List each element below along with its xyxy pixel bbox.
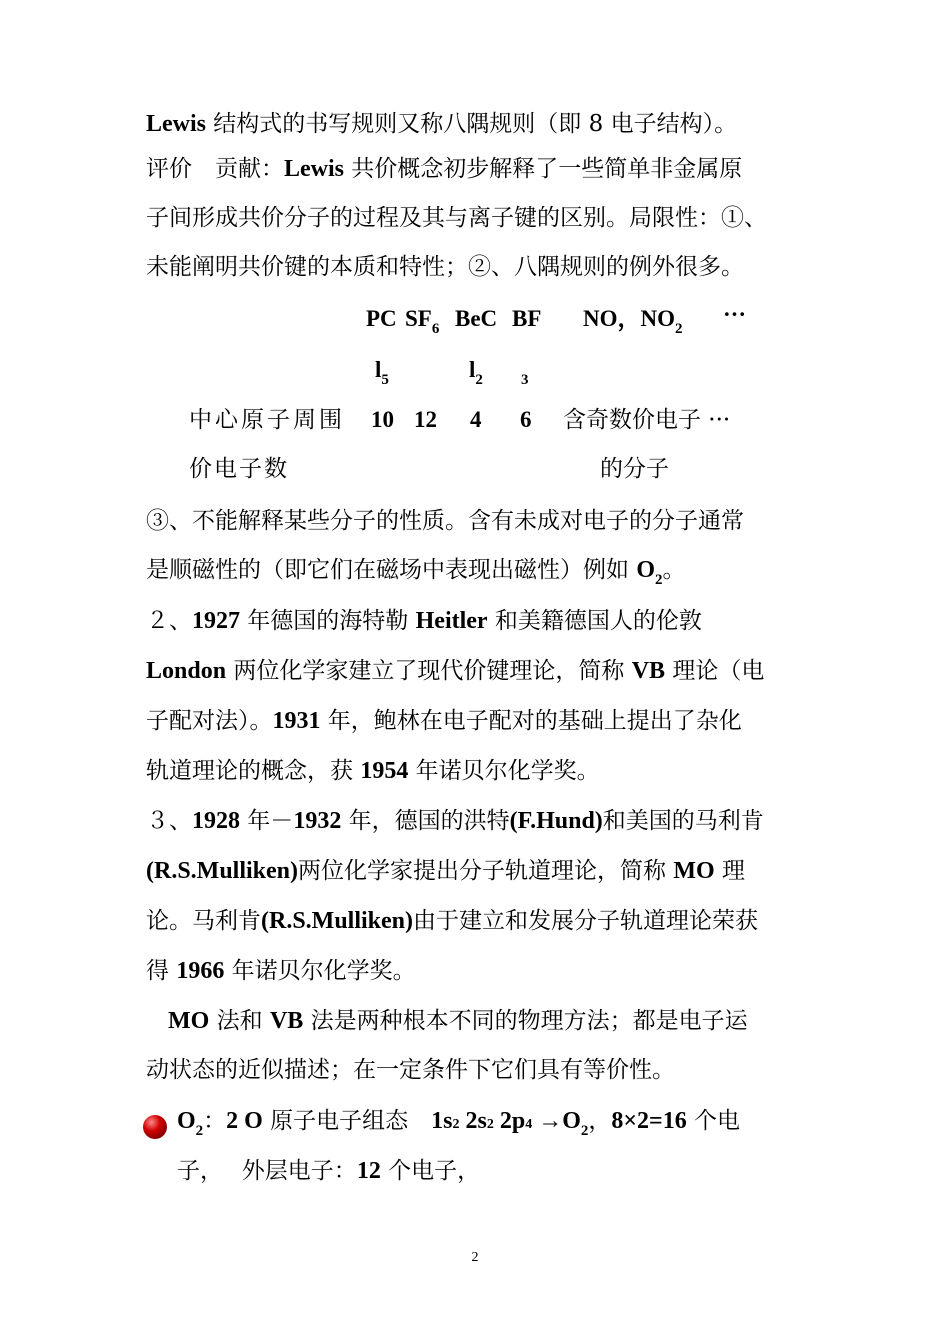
formula-bf3: BF: [512, 306, 542, 331]
text-line: (R.S.Mulliken)两位化学家提出分子轨道理论，简称 MO 理: [146, 858, 745, 884]
formula-becl2: BeC: [455, 306, 498, 331]
text-line: 子配对法）。1931 年，鲍林在电子配对的基础上提出了杂化: [146, 708, 742, 734]
row-label: 中心原子周围: [189, 407, 345, 433]
row-label: 价电子数: [189, 456, 289, 482]
term: Lewis: [284, 156, 344, 182]
text-line: 是顺磁性的（即它们在磁场中表现出磁性）例如 $O_2$。: [146, 557, 686, 588]
note: 含奇数价电子 ···: [563, 407, 731, 433]
value: 6: [520, 407, 532, 432]
text-line: Lewis 结构式的书写规则又称八隅规则（即 8 电子结构）。: [146, 111, 738, 137]
text-line: 评价 贡献：Lewis 共价概念初步解释了一些简单非金属原: [146, 156, 743, 182]
text-line: ２、1927 年德国的海特勒 Heitler 和美籍德国人的伦敦: [146, 608, 702, 634]
value: 10: [371, 407, 394, 432]
formula-suffix: $l_2$: [469, 357, 483, 388]
text-line: London 两位化学家建立了现代价键理论，简称 VB 理论（电: [146, 658, 765, 684]
formula-pcl5: PC: [366, 306, 397, 331]
text-line: 得 1966 年诺贝尔化学奖。: [146, 958, 416, 984]
text-line: ３、1928 年－1932 年，德国的洪特(F.Hund)和美国的马利肯: [146, 808, 764, 834]
value: 12: [414, 407, 437, 432]
term: Lewis: [146, 111, 206, 137]
formula-suffix: $l_5$: [375, 357, 389, 388]
note: 的分子: [600, 456, 669, 482]
formula-sf6: $SF_6$: [405, 306, 440, 337]
page-number: 2: [471, 1250, 479, 1265]
formula-suffix: 3: [521, 372, 529, 388]
formula-no-no2: NO，$NO_2$: [583, 306, 683, 337]
text-line: 论。马利肯(R.S.Mulliken)由于建立和发展分子轨道理论荣获: [146, 908, 759, 934]
text-line: 子， 外层电子：12 个电子，: [177, 1158, 481, 1184]
text-line: MO 法和 VB 法是两种根本不同的物理方法；都是电子运: [168, 1008, 748, 1034]
text-line: 轨道理论的概念，获 1954 年诺贝尔化学奖。: [146, 758, 600, 784]
text-line: ③、不能解释某些分子的性质。含有未成对电子的分子通常: [146, 508, 744, 534]
text-line: 子间形成共价分子的过程及其与离子键的区别。局限性：①、: [146, 205, 767, 231]
text-line: $O_2$：2 O 原子电子组态 1s2 2s2 $2p4 \to O_2$，8×2=16 个电: [177, 1108, 741, 1139]
text-line: 动状态的近似描述；在一定条件下它们具有等价性。: [146, 1057, 675, 1083]
bullet-icon: [143, 1115, 167, 1139]
value: 4: [470, 407, 482, 432]
text-line: 未能阐明共价键的本质和特性；②、八隅规则的例外很多。: [146, 254, 744, 280]
ellipsis: ···: [723, 302, 747, 327]
